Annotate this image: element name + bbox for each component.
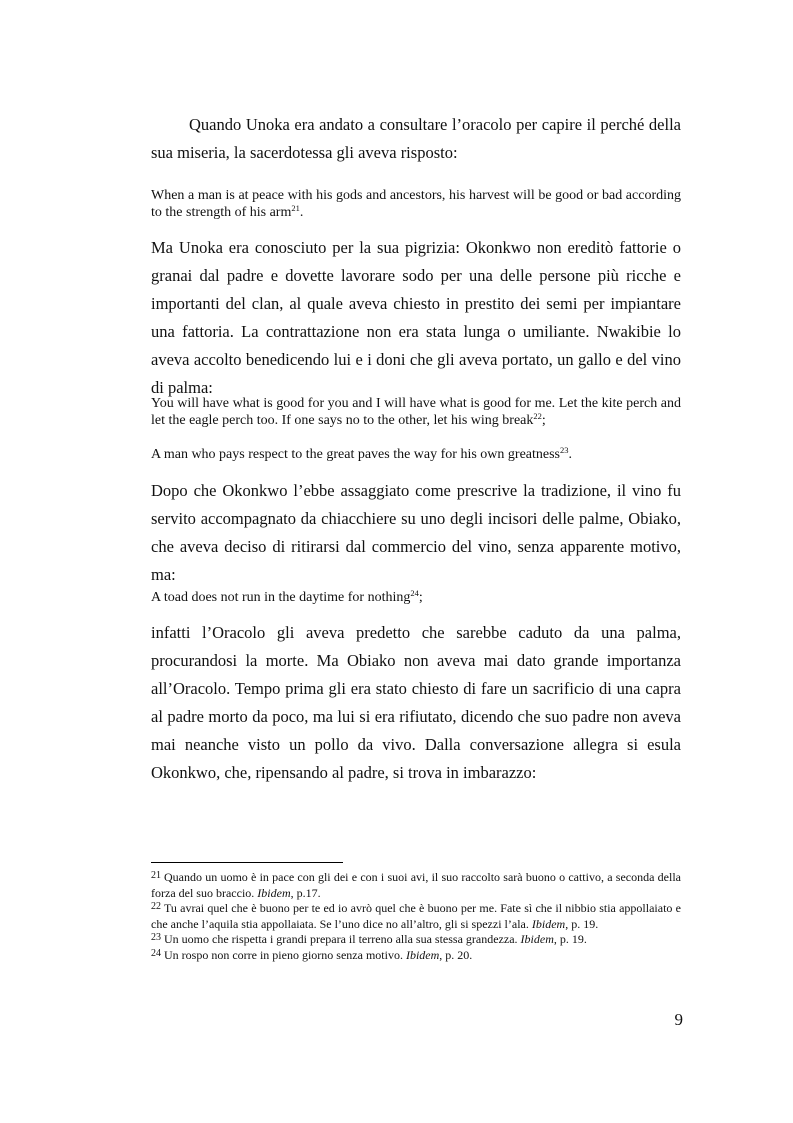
footnote-ref-23: 23 <box>560 445 569 455</box>
footnote-21 <box>151 870 681 901</box>
footnote-number: 22 <box>151 901 161 912</box>
footnote-page: , p. 20. <box>439 947 473 962</box>
quote-text: You will have what is good for you and I will have what is good for me. Let the kite perch and let the eagle perch too. If one says no to the other, let his wing break <box>151 396 681 428</box>
footnote-ref-22: 22 <box>533 411 542 421</box>
footnote-ref-21: 21 <box>291 203 300 213</box>
quote-end: . <box>299 205 304 220</box>
footnote-number: 23 <box>151 932 161 943</box>
quote-harvest <box>151 187 681 221</box>
footnote-number: 21 <box>151 870 161 881</box>
footnote-source: Ibidem <box>257 885 291 900</box>
footnote-22 <box>151 901 681 932</box>
quote-toad <box>151 589 681 606</box>
quote-end: ; <box>418 590 423 605</box>
footnote-24 <box>151 948 681 964</box>
footnote-source: Ibidem <box>531 916 566 931</box>
footnote-divider <box>151 862 343 863</box>
footnote-text: Quando un uomo è in pace con gli dei e con i suoi avi, il suo raccolto sarà buono o cattivo, a seconda della forza del suo braccio. <box>151 870 681 900</box>
quote-respect-great <box>151 446 681 463</box>
footnote-text: Tu avrai quel che è buono per te ed io avrò quel che è buono per me. Fate sì che il nibbio stia appollaiato e che anche l’aquila stia appollaiata. Se l’uno dice no all’altro, gli si spezzi l’ala. <box>151 901 681 931</box>
paragraph-unoka-oracle: Quando Unoka era andato a consultare l’oracolo per capire il perché della sua miseria, la sacerdotessa gli aveva risposto: <box>151 115 681 162</box>
paragraph-oracle-prediction: infatti l’Oracolo gli aveva predetto che sarebbe caduto da una palma, procurandosi la morte. Ma Obiako non aveva mai dato grande importanza all’Oracolo. Tempo prima gli era stato chiesto di fare un sacrificio di una capra al padre morto da poco, ma lui si era rifiutato, dicendo che suo padre non aveva mai neanche visto un pollo da vivo. Dalla conversazione allegra si esula Okonkwo, che, ripensando al padre, si trova in imbarazzo: <box>151 623 681 782</box>
paragraph-unoka-laziness: Ma Unoka era conosciuto per la sua pigrizia: Okonkwo non ereditò fattorie o granai dal padre e dovette lavorare sodo per una delle persone più ricche e importanti del clan, al quale aveva chiesto in prestito dei semi per impiantare una fattoria. La contrattazione non era stata lunga o umiliante. Nwakibie lo aveva accolto benedicendo lui e i doni che gli aveva portato, un gallo e del vino di palma: <box>151 238 681 397</box>
footnote-23 <box>151 932 681 948</box>
footnote-text: Un uomo che rispetta i grandi prepara il terreno alla sua stessa grandezza. <box>164 932 518 946</box>
quote-text: A toad does not run in the daytime for nothing <box>151 590 411 605</box>
paragraph-obiako: Dopo che Okonkwo l’ebbe assaggiato come prescrive la tradizione, il vino fu servito accompagnato da chiacchiere su uno degli incisori delle palme, Obiako, che aveva deciso di ritirarsi dal commercio del vino, senza apparente motivo, ma: <box>151 481 681 584</box>
footnote-page: , p.17. <box>290 885 321 900</box>
quote-text: A man who pays respect to the great paves the way for his own greatness <box>151 447 560 462</box>
page-number: 9 <box>674 1010 683 1029</box>
footnote-page: , p. 19. <box>553 932 587 946</box>
footnote-source: Ibidem <box>405 947 440 962</box>
footnote-page: , p. 19. <box>565 916 599 931</box>
footnotes <box>151 870 681 963</box>
quote-end: ; <box>541 413 546 428</box>
quote-text: When a man is at peace with his gods and ancestors, his harvest will be good or bad according to the strength of his arm <box>151 188 681 220</box>
footnote-source: Ibidem <box>520 932 554 946</box>
footnote-number: 24 <box>151 947 161 959</box>
footnote-text: Un rospo non corre in pieno giorno senza motivo. <box>164 947 403 962</box>
quote-kite-eagle <box>151 395 681 429</box>
footnote-ref-24: 24 <box>410 588 419 598</box>
quote-end: . <box>568 447 572 462</box>
